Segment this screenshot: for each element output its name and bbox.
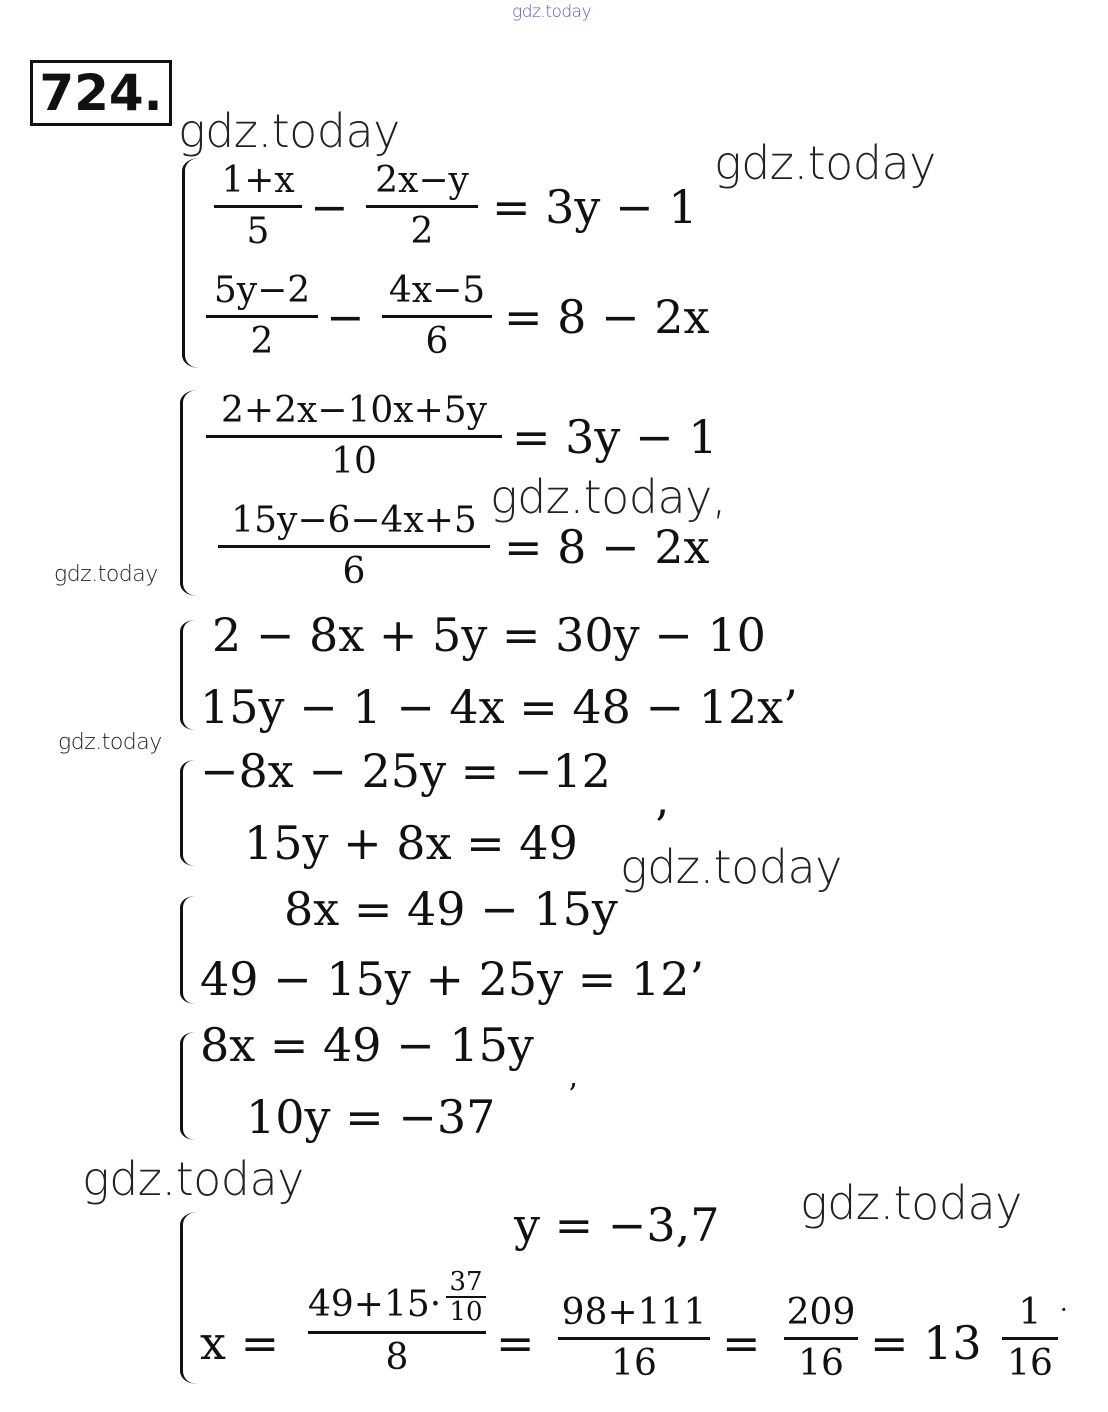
- numerator: 1+x: [221, 160, 295, 201]
- numerator: 1: [1018, 1292, 1042, 1333]
- numerator: 2x−y: [375, 160, 469, 201]
- denominator: 16: [798, 1343, 844, 1384]
- fraction: [382, 270, 492, 363]
- numerator: 2+2x−10x+5y: [221, 390, 487, 431]
- denominator: 5: [246, 211, 270, 252]
- numerator: 209: [786, 1292, 856, 1333]
- equation: y = −3,7: [514, 1198, 720, 1252]
- fraction: [308, 1267, 486, 1379]
- numerator: 15y−6−4x+5: [231, 500, 477, 541]
- system-brace: [180, 620, 195, 730]
- watermark-top: gdz.today: [512, 2, 592, 22]
- watermark: gdz.today: [82, 1152, 304, 1206]
- nested-denominator: 10: [446, 1296, 486, 1326]
- equation-lhs: x =: [200, 1316, 280, 1370]
- equation-rhs: = 3y − 1: [492, 180, 698, 234]
- denominator: 16: [611, 1343, 657, 1384]
- operator: =: [722, 1316, 761, 1370]
- watermark: gdz.today: [800, 1176, 1022, 1230]
- denominator: 8: [385, 1337, 409, 1378]
- mixed-number-whole: = 13: [870, 1316, 982, 1370]
- denominator: 6: [342, 551, 366, 592]
- equation-rhs: = 8 − 2x: [504, 290, 710, 344]
- fraction: [218, 500, 490, 593]
- system-brace: [182, 158, 199, 368]
- fraction: [558, 1292, 710, 1385]
- system-brace: [180, 390, 197, 596]
- equation: −8x − 25y = −12: [200, 744, 611, 798]
- denominator: 6: [425, 321, 449, 362]
- equation: 49 − 15y + 25y = 12’: [200, 952, 705, 1006]
- operator: −: [310, 180, 349, 234]
- watermark: gdz.today: [54, 562, 158, 587]
- denominator: 16: [1007, 1343, 1053, 1384]
- fraction: [206, 390, 502, 483]
- numerator: 5y−2: [213, 270, 311, 311]
- numerator: 98+111: [561, 1292, 707, 1333]
- equation: 8x = 49 − 15y: [200, 1018, 534, 1072]
- equation: 15y − 1 − 4x = 48 − 12x’: [200, 680, 798, 734]
- watermark: gdz.today: [714, 136, 936, 190]
- numerator-main: 49+15·: [308, 1284, 442, 1325]
- watermark: gdz.today,: [490, 470, 726, 524]
- operator: −: [326, 290, 365, 344]
- watermark: gdz.today: [178, 104, 400, 158]
- problem-number: 724.: [30, 60, 172, 126]
- system-brace: [180, 760, 195, 866]
- comma-mark: ’: [654, 800, 669, 854]
- equation: 10y = −37: [246, 1090, 496, 1144]
- equation-rhs: = 3y − 1: [512, 410, 718, 464]
- fraction: [1002, 1292, 1058, 1385]
- operator: =: [496, 1316, 535, 1370]
- denominator: 2: [250, 321, 274, 362]
- numerator: [308, 1267, 486, 1328]
- fraction: [206, 270, 318, 363]
- watermark: gdz.today: [58, 730, 162, 755]
- denominator: 2: [410, 211, 434, 252]
- fraction: [784, 1292, 858, 1385]
- equation-rhs: = 8 − 2x: [504, 520, 710, 574]
- system-brace: [180, 1032, 195, 1140]
- denominator: 10: [331, 441, 377, 482]
- comma-mark: ’: [568, 1078, 578, 1113]
- system-brace: [180, 896, 195, 1004]
- nested-numerator: 37: [449, 1267, 483, 1297]
- watermark: gdz.today: [620, 840, 842, 894]
- fraction: [214, 160, 302, 253]
- equation: 8x = 49 − 15y: [284, 882, 618, 936]
- system-brace: [180, 1212, 197, 1384]
- fraction: [366, 160, 478, 253]
- equation: 15y + 8x = 49: [244, 816, 578, 870]
- numerator: 4x−5: [388, 270, 486, 311]
- nested-fraction: [446, 1268, 486, 1326]
- end-mark: ·: [1060, 1296, 1068, 1324]
- equation: 2 − 8x + 5y = 30y − 10: [212, 608, 766, 662]
